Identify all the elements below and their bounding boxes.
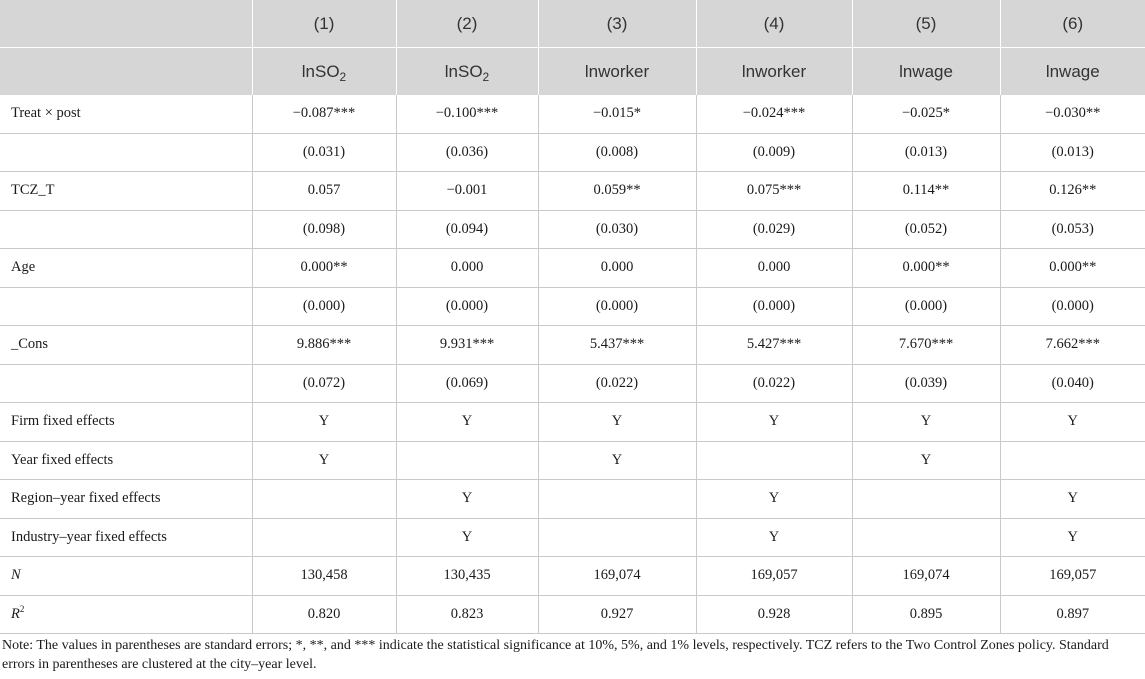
table-cell (696, 441, 852, 480)
table-cell: Y (1000, 403, 1145, 442)
table-cell: −0.001 (396, 172, 538, 211)
table-cell: (0.013) (1000, 133, 1145, 172)
row-label-text: _Cons (11, 336, 49, 353)
table-cell: (0.098) (252, 210, 396, 249)
header-row-model-numbers (0, 0, 1145, 48)
table-cell: 169,057 (1000, 557, 1145, 596)
table-cell: Y (852, 441, 1000, 480)
table-cell: 0.927 (538, 595, 696, 634)
row-label-text: Industry–year fixed effects (11, 528, 167, 545)
row-label-text: TCZ_T (11, 182, 55, 199)
table-cell: (0.039) (852, 364, 1000, 403)
table-cell (396, 441, 538, 480)
table-cell: 169,074 (852, 557, 1000, 596)
table-cell: (0.030) (538, 210, 696, 249)
table-cell: −0.087*** (252, 95, 396, 133)
table-cell: (0.036) (396, 133, 538, 172)
row-label (0, 364, 252, 403)
table-cell: −0.030** (1000, 95, 1145, 133)
row-label (0, 595, 252, 634)
table-cell: 0.000 (396, 249, 538, 288)
table-cell: (0.000) (396, 287, 538, 326)
row-label (0, 287, 252, 326)
table-cell: 0.000** (252, 249, 396, 288)
table-cell: 7.670*** (852, 326, 1000, 365)
var-name: lnworker (741, 61, 807, 81)
table-cell: (0.008) (538, 133, 696, 172)
table-cell: 169,074 (538, 557, 696, 596)
header-model-number: (5) (852, 0, 1000, 48)
table-cell: 169,057 (696, 557, 852, 596)
table-cell: 130,458 (252, 557, 396, 596)
table-cell (1000, 441, 1145, 480)
header-dependent-var (852, 48, 1000, 96)
table-note: Note: The values in parentheses are standard errors; *, **, and *** indicate the statistical significance at 10%, 5%, and 1% levels, respectively. TCZ refers to the Two Control Zones policy. Standard errors in parentheses are clustered at the city–year level. (2, 638, 1109, 672)
table-cell: (0.072) (252, 364, 396, 403)
header-model-number: (4) (696, 0, 852, 48)
table-row (0, 210, 1145, 249)
row-label (0, 518, 252, 557)
var-subscript: 2 (482, 69, 490, 84)
table-cell: (0.031) (252, 133, 396, 172)
table-cell: 0.126** (1000, 172, 1145, 211)
row-label-text: Firm fixed effects (11, 413, 115, 430)
table-cell (852, 518, 1000, 557)
table-cell: 0.928 (696, 595, 852, 634)
table-body (0, 95, 1145, 634)
row-label (0, 403, 252, 442)
table-cell: Y (852, 403, 1000, 442)
table-row (0, 441, 1145, 480)
table-row (0, 249, 1145, 288)
table-cell: 0.059** (538, 172, 696, 211)
table-cell: (0.000) (696, 287, 852, 326)
header-corner-cell (0, 48, 252, 96)
table-row (0, 595, 1145, 634)
table-cell: Y (1000, 480, 1145, 519)
table-cell (538, 480, 696, 519)
table-cell: 0.114** (852, 172, 1000, 211)
table-cell: Y (1000, 518, 1145, 557)
table-cell: Y (396, 480, 538, 519)
table-cell: (0.052) (852, 210, 1000, 249)
table-row (0, 403, 1145, 442)
table-cell: (0.053) (1000, 210, 1145, 249)
table-cell: (0.069) (396, 364, 538, 403)
table-cell: Y (696, 480, 852, 519)
row-label (0, 326, 252, 365)
table-cell: (0.000) (852, 287, 1000, 326)
var-name: lnSO (301, 61, 340, 81)
table-row (0, 133, 1145, 172)
table-cell: 0.820 (252, 595, 396, 634)
header-corner-cell (0, 0, 252, 48)
row-label-text: R (11, 605, 20, 622)
table-row (0, 95, 1145, 133)
table-cell: (0.022) (538, 364, 696, 403)
header-row-dependent-vars (0, 48, 1145, 96)
table-cell: 9.886*** (252, 326, 396, 365)
table-row (0, 364, 1145, 403)
table-cell: 0.000** (852, 249, 1000, 288)
table-row (0, 480, 1145, 519)
var-name: lnwage (899, 61, 953, 81)
table-cell: 7.662*** (1000, 326, 1145, 365)
table-cell: Y (696, 403, 852, 442)
table-cell: 0.823 (396, 595, 538, 634)
row-label (0, 95, 252, 133)
table-cell: 0.057 (252, 172, 396, 211)
row-label-superscript: 2 (19, 603, 25, 614)
var-name: lnwage (1045, 61, 1100, 81)
table-cell: −0.100*** (396, 95, 538, 133)
table-cell (538, 518, 696, 557)
table-row (0, 172, 1145, 211)
var-subscript: 2 (339, 69, 347, 84)
header-dependent-var (696, 48, 852, 96)
table-cell: 130,435 (396, 557, 538, 596)
table-cell: (0.009) (696, 133, 852, 172)
table-cell: Y (538, 441, 696, 480)
row-label-text: Year fixed effects (11, 451, 114, 468)
row-label-text: Treat × post (11, 105, 81, 122)
header-dependent-var (538, 48, 696, 96)
table-cell: (0.013) (852, 133, 1000, 172)
table-cell: 0.075*** (696, 172, 852, 211)
table-cell: Y (252, 403, 396, 442)
header-model-number: (6) (1000, 0, 1145, 48)
table-row (0, 326, 1145, 365)
table-cell: Y (696, 518, 852, 557)
table-cell: 9.931*** (396, 326, 538, 365)
table-cell: 0.897 (1000, 595, 1145, 634)
table-cell: (0.094) (396, 210, 538, 249)
table-cell: Y (396, 403, 538, 442)
row-label (0, 480, 252, 519)
table-row (0, 518, 1145, 557)
table-cell: (0.029) (696, 210, 852, 249)
row-label (0, 249, 252, 288)
table-cell: −0.015* (538, 95, 696, 133)
row-label (0, 172, 252, 211)
table-cell (852, 480, 1000, 519)
table-cell (252, 518, 396, 557)
table-cell: 0.000 (696, 249, 852, 288)
table-cell: Y (538, 403, 696, 442)
header-dependent-var (252, 48, 396, 96)
row-label (0, 210, 252, 249)
header-dependent-var (1000, 48, 1145, 96)
row-label-text: Age (11, 259, 36, 276)
row-label (0, 441, 252, 480)
var-name: lnSO (444, 61, 483, 81)
table-cell: (0.000) (1000, 287, 1145, 326)
row-label (0, 557, 252, 596)
table-cell: Y (252, 441, 396, 480)
table-cell: 5.437*** (538, 326, 696, 365)
table-cell: −0.025* (852, 95, 1000, 133)
table-cell: 0.000 (538, 249, 696, 288)
var-name: lnworker (584, 61, 650, 81)
header-model-number: (3) (538, 0, 696, 48)
row-label-text: N (11, 567, 21, 584)
table-cell: (0.000) (538, 287, 696, 326)
row-label-text: Region–year fixed effects (11, 490, 161, 507)
table-cell: (0.000) (252, 287, 396, 326)
header-model-number: (1) (252, 0, 396, 48)
table-header (0, 0, 1145, 95)
table-cell: 5.427*** (696, 326, 852, 365)
table-cell: Y (396, 518, 538, 557)
table-cell: −0.024*** (696, 95, 852, 133)
table-cell (252, 480, 396, 519)
table-cell: 0.000** (1000, 249, 1145, 288)
table-row (0, 557, 1145, 596)
table-row (0, 287, 1145, 326)
row-label (0, 133, 252, 172)
header-model-number: (2) (396, 0, 538, 48)
header-dependent-var (396, 48, 538, 96)
table-cell: (0.040) (1000, 364, 1145, 403)
table-cell: (0.022) (696, 364, 852, 403)
table-cell: 0.895 (852, 595, 1000, 634)
